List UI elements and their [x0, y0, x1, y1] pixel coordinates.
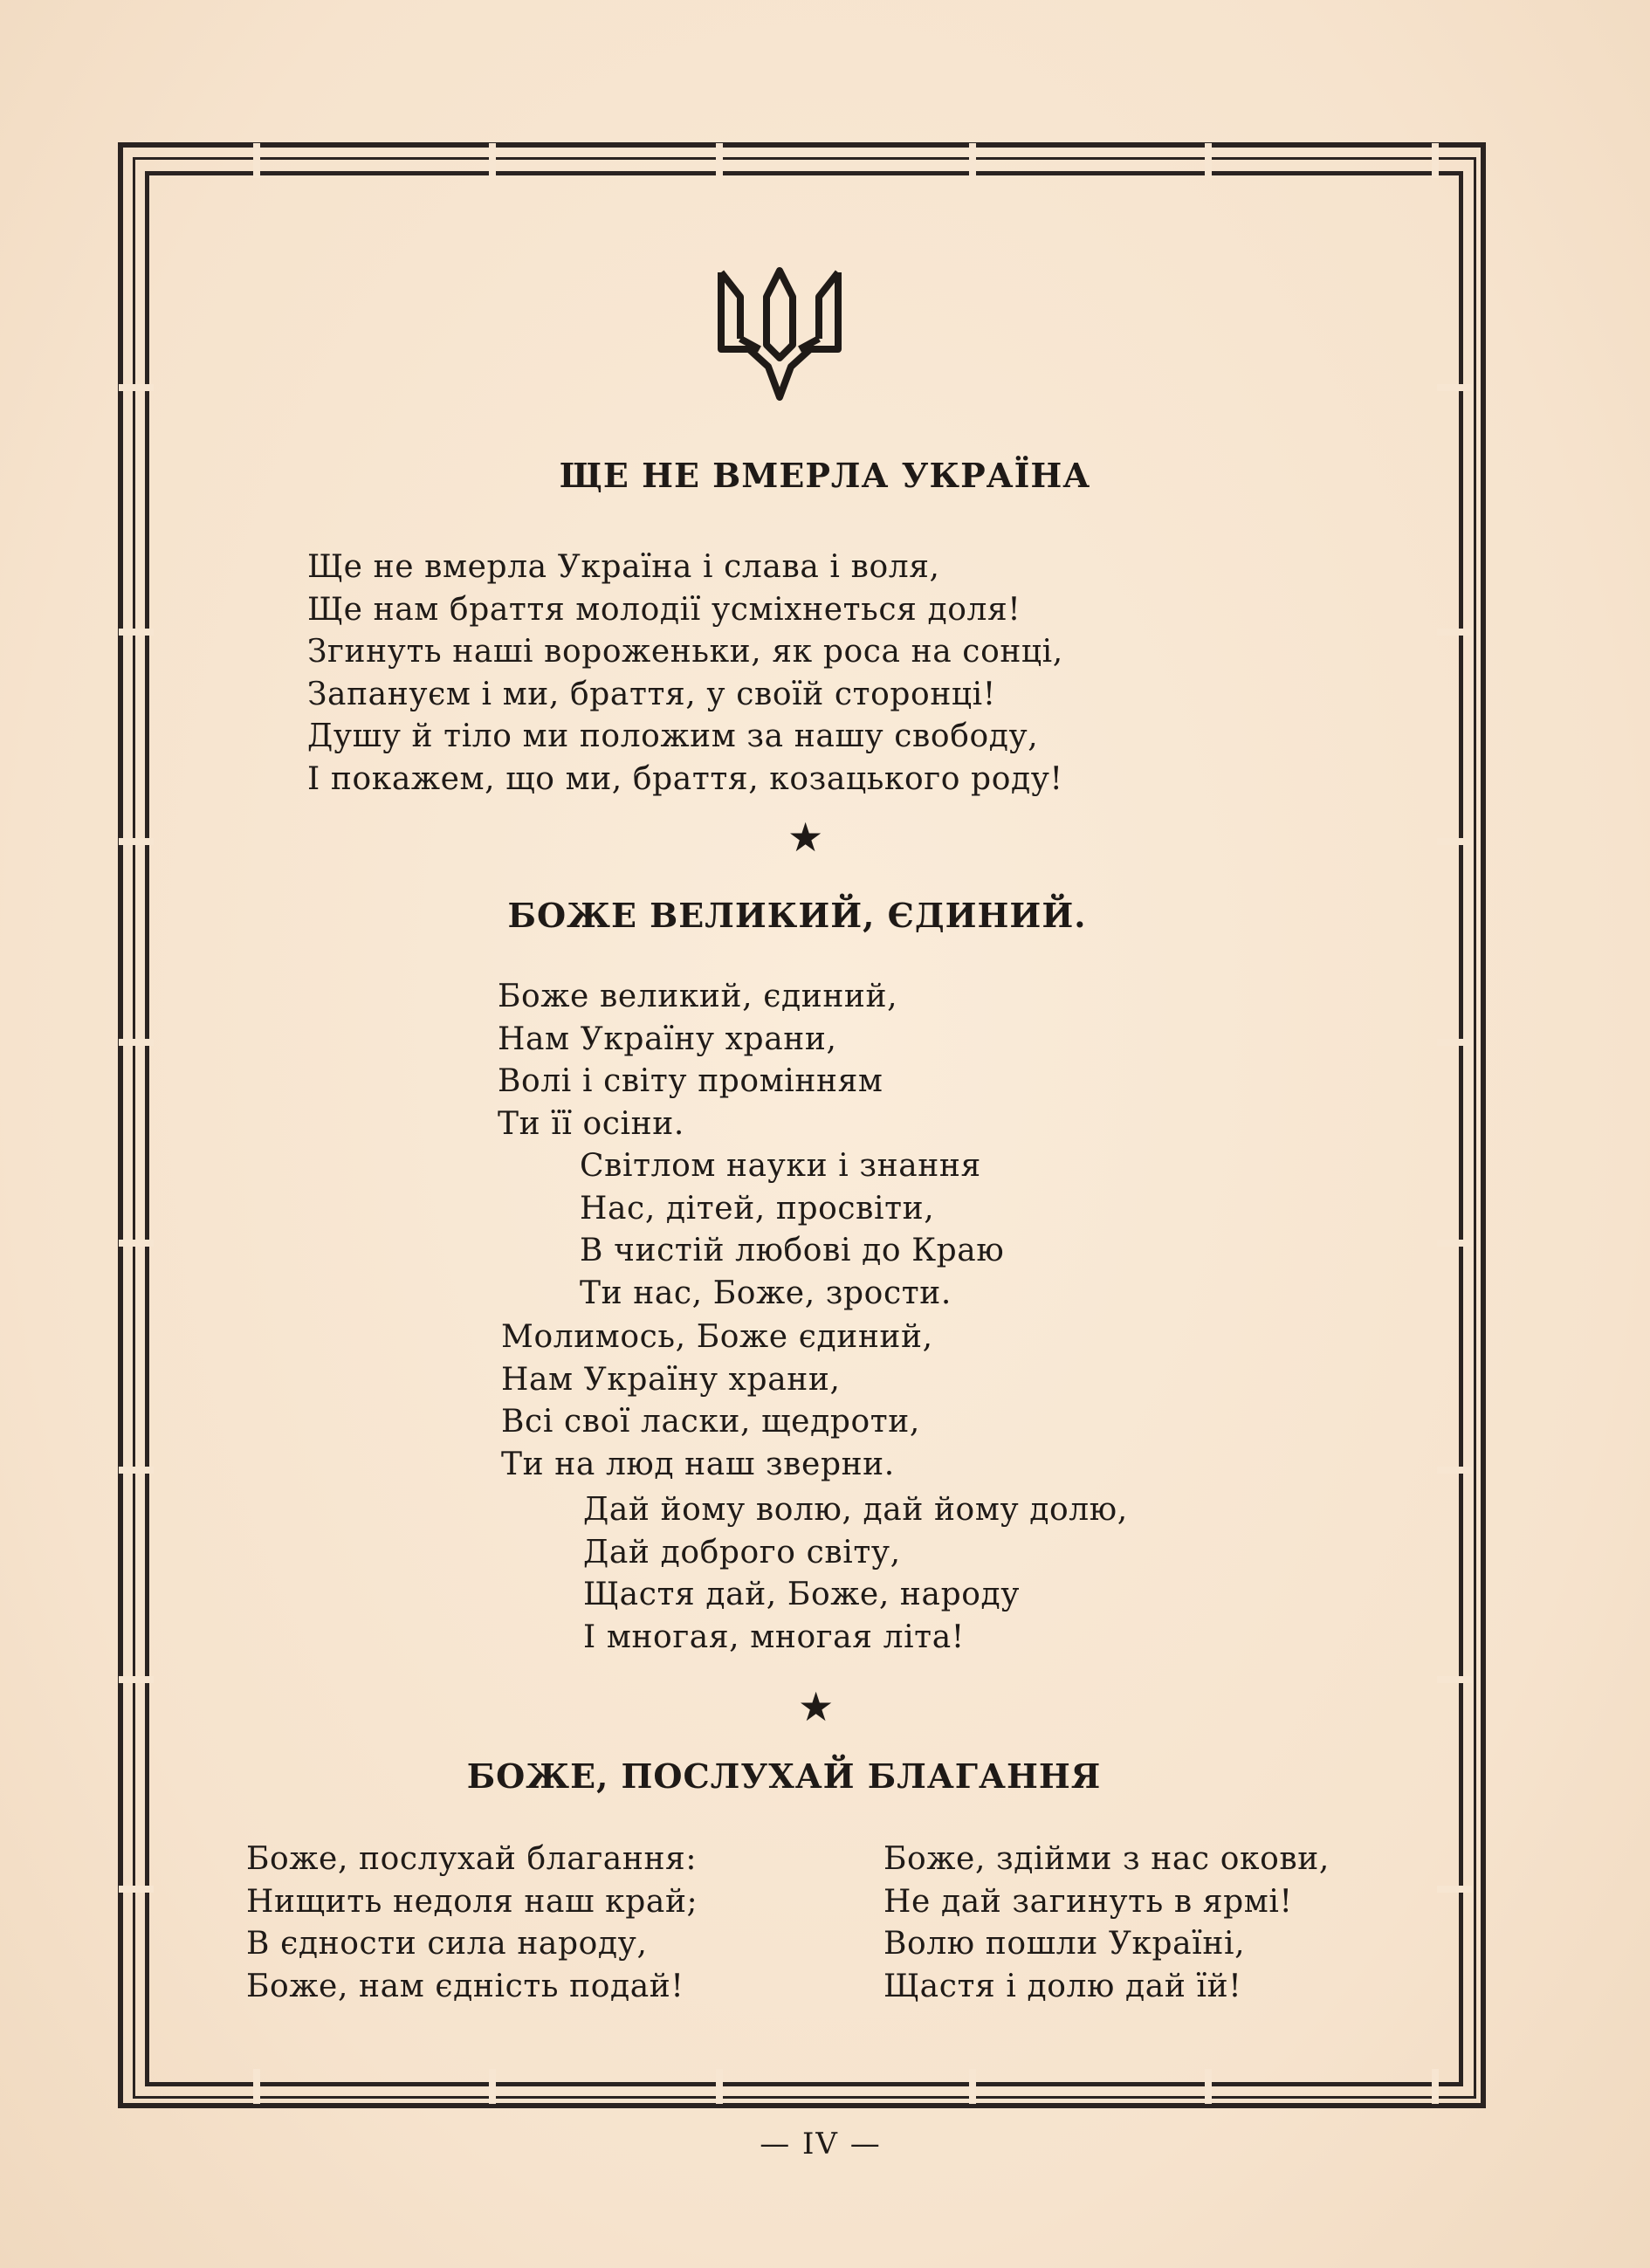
anthem-title: ЩЕ НЕ ВМЕРЛА УКРАЇНА — [559, 456, 1091, 495]
page-number: — IV — — [760, 2127, 882, 2161]
frame-ornament — [119, 1240, 154, 1247]
verse-line: Нас, дітей, просвіти, — [580, 1190, 935, 1227]
verse-line: Душу й тіло ми положим за нашу свободу, — [307, 718, 1039, 754]
verse-line: Світлом науки і знання — [580, 1148, 981, 1184]
frame-ornament — [253, 143, 260, 178]
verse-line: Боже великий, єдиний, — [498, 979, 898, 1014]
frame-ornament — [119, 629, 154, 636]
plea-right-column — [883, 1838, 1330, 2008]
verse-line: Нам Україну храни, — [501, 1361, 841, 1398]
frame-ornament — [969, 143, 976, 178]
frame-ornament — [489, 2069, 496, 2104]
frame-ornament — [1432, 2069, 1439, 2104]
verse-line: Дай йому волю, дай йому долю, — [583, 1492, 1128, 1528]
frame-ornament — [119, 1886, 154, 1893]
plea-title: БОЖЕ, ПОСЛУХАЙ БЛАГАННЯ — [466, 1756, 1102, 1796]
verse-line: І покажем, що ми, браття, козацького роду! — [307, 760, 1063, 797]
verse-line: Волю пошли Україні, — [883, 1926, 1246, 1962]
prayer-stanza — [501, 1316, 933, 1486]
verse-line: Всі свої ласки, щедроти, — [501, 1404, 920, 1440]
verse-line: Нищить недоля наш край; — [246, 1883, 698, 1920]
frame-ornament — [1437, 1467, 1472, 1474]
frame-ornament — [716, 143, 723, 178]
verse-line: Щастя дай, Боже, народу — [583, 1577, 1021, 1612]
verse-line: Ти на люд наш зверни. — [501, 1446, 895, 1482]
frame-ornament — [1205, 143, 1212, 178]
verse-line: Ще нам браття молодії усміхнеться доля! — [307, 591, 1021, 628]
frame-ornament — [1437, 1039, 1472, 1046]
star-icon: ★ — [787, 814, 824, 861]
verse-line: Ще не вмерла Україна і слава і воля, — [307, 549, 940, 585]
verse-line: Волі і світу промінням — [498, 1063, 883, 1099]
anthem-verse — [307, 546, 1063, 801]
frame-ornament — [1205, 2069, 1212, 2104]
verse-line: Згинуть наші вороженьки, як роса на сонці, — [307, 634, 1063, 670]
verse-line: Щастя і долю дай їй! — [883, 1968, 1242, 2004]
verse-line: Не дай загинуть в ярмі! — [883, 1883, 1293, 1920]
prayer-stanza — [583, 1489, 1128, 1659]
frame-ornament — [969, 2069, 976, 2104]
frame-ornament — [489, 143, 496, 178]
verse-line: Нам Україну храни, — [498, 1021, 837, 1057]
frame-ornament — [119, 838, 154, 845]
verse-line: Ти її осіни. — [498, 1105, 684, 1142]
prayer-title: БОЖЕ ВЕЛИКИЙ, ЄДИНИЙ. — [507, 896, 1087, 935]
frame-ornament — [119, 1467, 154, 1474]
verse-line: Боже, здійми з нас окови, — [883, 1841, 1330, 1877]
frame-ornament — [1437, 1240, 1472, 1247]
trident-icon — [714, 262, 845, 406]
verse-line: Боже, послухай благання: — [246, 1841, 698, 1877]
star-icon: ★ — [798, 1683, 835, 1730]
verse-line: В чистій любові до Краю — [580, 1233, 1005, 1268]
verse-line: Ти нас, Боже, зрости. — [580, 1275, 952, 1311]
verse-line: Дай доброго світу, — [583, 1534, 901, 1570]
frame-ornament — [716, 2069, 723, 2104]
frame-ornament — [119, 1676, 154, 1683]
frame-ornament — [253, 2069, 260, 2104]
verse-line: В єдности сила народу, — [246, 1926, 648, 1962]
frame-ornament — [1437, 838, 1472, 845]
verse-line: Молимось, Боже єдиний, — [501, 1319, 933, 1355]
verse-line: І многая, многая літа! — [583, 1619, 965, 1655]
prayer-stanza — [580, 1145, 1004, 1315]
frame-ornament — [119, 384, 154, 391]
verse-line: Запануєм і ми, браття, у своїй сторонці! — [307, 676, 996, 712]
frame-ornament — [1437, 1886, 1472, 1893]
frame-ornament — [1437, 1676, 1472, 1683]
frame-ornament — [1432, 143, 1439, 178]
frame-ornament — [1437, 384, 1472, 391]
frame-ornament — [1437, 629, 1472, 636]
plea-left-column — [246, 1838, 698, 2008]
frame-ornament — [119, 1039, 154, 1046]
prayer-stanza — [498, 976, 897, 1145]
verse-line: Боже, нам єдність подай! — [246, 1968, 684, 2004]
